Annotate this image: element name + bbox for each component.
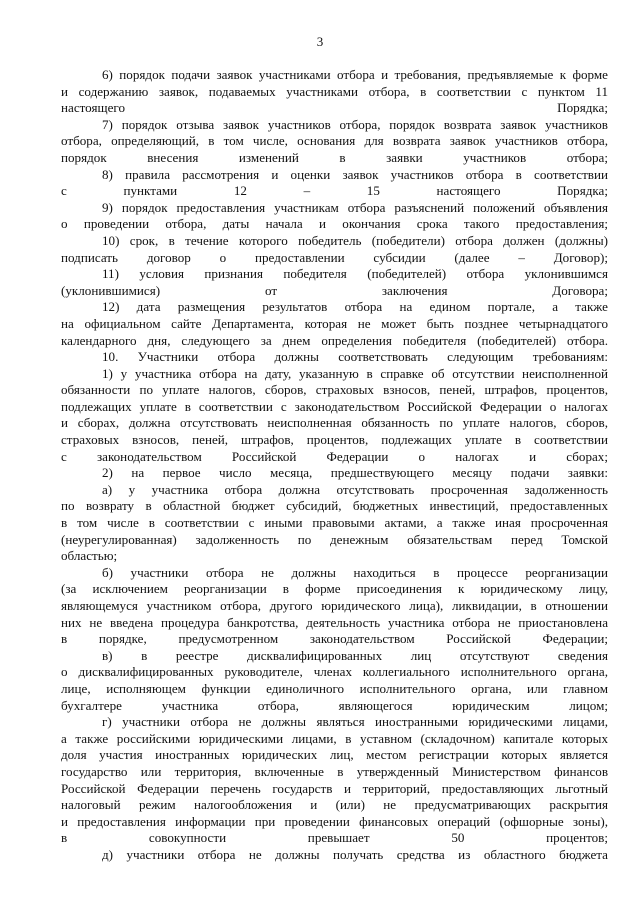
paragraph-item-12: 12) дата размещения результатов отбора на едином портале, а также на официальном сайте Департамента, которая не может быть позднее четырнадцатого календарного дня, следующего за днем определения победителя (победителей) отбора. — [61, 299, 608, 348]
paragraph-item-10: 10) срок, в течение которого победитель (победители) отбора должен (должны) подписать договор о предоставлении субсидии (далее – Договор); — [61, 232, 608, 265]
document-body — [61, 67, 608, 864]
paragraph-requirement-2: 2) на первое число месяца, предшествующего месяцу подачи заявки: — [102, 465, 608, 481]
paragraph-requirement-2g: г) участники отбора не должны являться иностранными юридическими лицами, а также российскими юридическими лицами, в уставном (складочном) капитале которых доля участия иностранных юридических лиц, местом регистрации которых является государство или территория, включенные в утвержденный Министерством финансов Российской Федерации перечень государств и территорий, предоставляющих льготный налоговый режим налогообложения и (или) не предусматривающих раскрытия и предоставления информации при проведении финансовых операций (офшорные зоны), в совокупности превышает 50 процентов; — [61, 714, 608, 846]
paragraph-requirement-2d: д) участники отбора не должны получать средства из областного бюджета — [102, 846, 608, 862]
paragraph-item-9: 9) порядок предоставления участникам отбора разъяснений положений объявления о проведении отбора, даты начала и окончания срока такого предоставления; — [61, 199, 608, 232]
paragraph-item-8: 8) правила рассмотрения и оценки заявок участников отбора в соответствии с пунктами 12 – 15 настоящего Порядка; — [61, 166, 608, 199]
paragraph-requirement-1: 1) у участника отбора на дату, указанную в справке об отсутствии неисполненной обязанности по уплате налогов, сборов, страховых взносов, пеней, штрафов, процентов, подлежащих уплате в соответствии с законодательством Российской Федерации о налогах и сборах, должна отсутствовать неисполненная обязанность по уплате налогов, сборов, страховых взносов, пеней, штрафов, процентов, подлежащих уплате в соответствии с законодательством Российской Федерации о налогах и сборах; — [61, 365, 608, 464]
paragraph-requirement-2a: а) у участника отбора должна отсутствовать просроченная задолженность по возврату в областной бюджет субсидий, бюджетных инвестиций, предоставленных в том числе в соответствии с иными правовыми актами, а также иная просроченная (неурегулированная) задолженность по денежным обязательствам перед Томской областью; — [61, 481, 608, 564]
paragraph-item-11: 11) условия признания победителя (победителей) отбора уклонившимся (уклонившимися) от заключения Договора; — [61, 266, 608, 298]
paragraph-item-7: 7) порядок отзыва заявок участников отбора, порядок возврата заявок участников отбора, определяющий, в том числе, основания для возврата заявок участников отбора, порядок внесения изменений в заявки участников отбора; — [61, 116, 608, 165]
paragraph-requirement-2b: б) участники отбора не должны находиться в процессе реорганизации (за исключением реорганизации в форме присоединения к юридическому лицу, являющемуся участником отбора, другого юридического лица), ликвидации, в отношении них не введена процедура банкротства, деятельность участника отбора не приостановлена в порядке, предусмотренном законодательством Российской Федерации; — [61, 564, 608, 647]
paragraph-requirement-2v: в) в реестре дисквалифицированных лиц отсутствуют сведения о дисквалифицированных руководителе, членах коллегиального исполнительного органа, лице, исполняющем функции единоличного исполнительного органа, или главном бухгалтере участника отбора, являющегося юридическим лицом; — [61, 647, 608, 713]
paragraph-item-6: 6) порядок подачи заявок участниками отбора и требования, предъявляемые к форме и содержанию заявок, подаваемых участниками отбора, в соответствии с пунктом 11 настоящего Порядка; — [61, 67, 608, 116]
paragraph-section-10-heading: 10. Участники отбора должны соответствовать следующим требованиям: — [102, 349, 608, 365]
page-number: 3 — [316, 34, 324, 49]
